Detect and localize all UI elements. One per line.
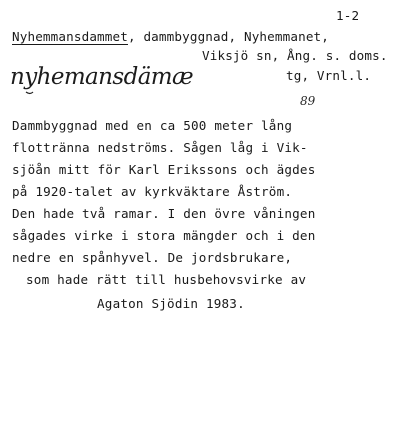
- header-line-2: Viksjö sn, Ång. s. doms.: [202, 48, 388, 63]
- body-line: sågades virke i stora mängder och i den: [12, 228, 316, 243]
- signature-line: Agaton Sjödin 1983.: [97, 296, 245, 311]
- body-line: Den hade två ramar. I den övre våningen: [12, 206, 316, 221]
- pen-stroke: [26, 92, 33, 94]
- header-line-3: tg, Vrnl.l.: [286, 68, 372, 83]
- body-line: på 1920-talet av kyrkväktare Åström.: [12, 184, 293, 199]
- body-line: som hade rätt till husbehovsvirke av: [26, 272, 307, 287]
- body-line: nedre en spånhyvel. De jordsbrukare,: [12, 250, 293, 265]
- body-line: flottränna nedströms. Sågen låg i Vik-: [12, 140, 308, 155]
- card-number: 1-2: [336, 8, 360, 23]
- body-line: Dammbyggnad med en ca 500 meter lång: [12, 118, 293, 133]
- handwritten-number: 89: [300, 94, 316, 108]
- body-line: sjöån mitt för Karl Erikssons och ägdes: [12, 162, 316, 177]
- header-line-1: [12, 31, 329, 44]
- handwritten-form: [6, 62, 224, 96]
- handwritten-form-text: nyhemansdämæ: [10, 64, 194, 90]
- headword: Nyhemmansdammet: [12, 29, 128, 44]
- header-line-1-rest: , dammbyggnad, Nyhemmanet,: [127, 29, 330, 44]
